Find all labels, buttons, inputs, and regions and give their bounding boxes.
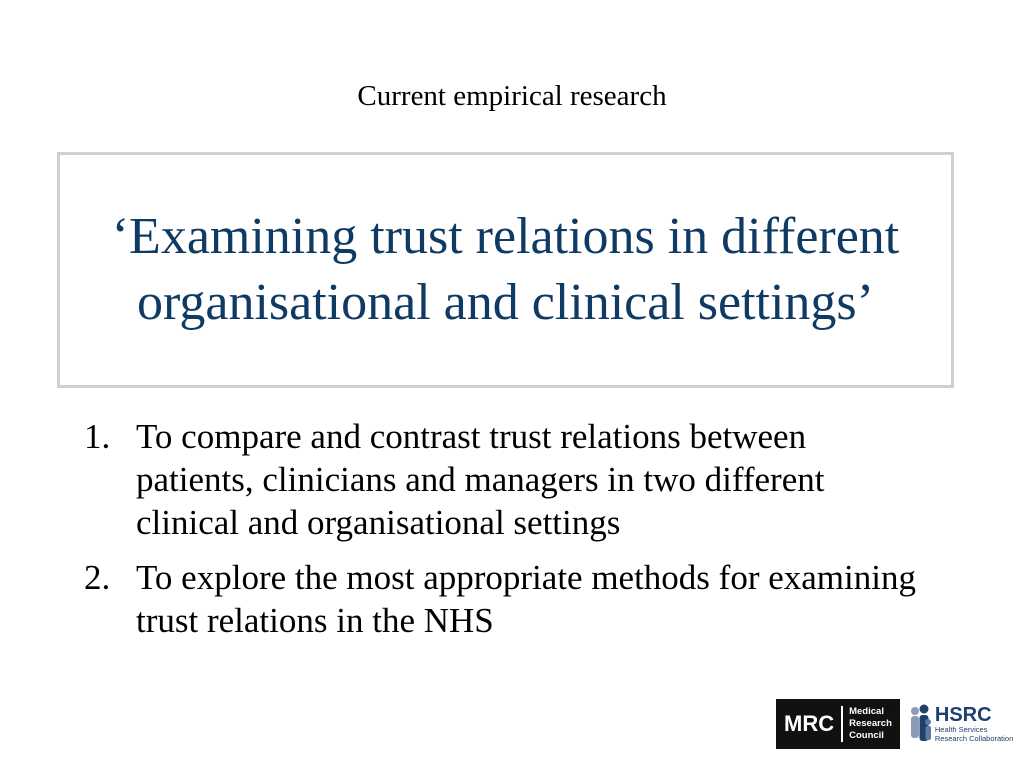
hsrc-logo-abbr: HSRC xyxy=(934,704,992,726)
list-item xyxy=(84,556,924,642)
footer-logos xyxy=(776,698,1013,750)
mrc-logo-fullname xyxy=(843,706,900,742)
slide-subtitle: Current empirical research xyxy=(357,80,667,112)
people-group-icon xyxy=(908,702,932,746)
hsrc-logo-fullname xyxy=(935,725,1013,743)
list-item-text: To explore the most appropriate methods for examining trust relations in the NHS xyxy=(136,558,916,640)
list-item-number: 1. xyxy=(84,417,111,456)
mrc-logo xyxy=(776,699,900,749)
mrc-logo-line: Research xyxy=(849,718,892,729)
slide-title: ‘Examining trust relations in different organisational and clinical settings’ xyxy=(111,208,900,331)
hsrc-logo-line: Research Collaboration xyxy=(934,734,1014,743)
hsrc-logo-line: Health Services xyxy=(934,725,988,734)
list-item-text: To compare and contrast trust relations between patients, clinicians and managers in two different clinical and organisational settings xyxy=(136,417,825,542)
title-box xyxy=(57,152,954,388)
list-item-number: 2. xyxy=(84,558,111,597)
list-item xyxy=(84,415,924,544)
hsrc-logo xyxy=(908,702,1013,746)
objectives-list xyxy=(84,415,924,654)
mrc-logo-line: Council xyxy=(849,730,884,741)
mrc-logo-line: Medical xyxy=(849,706,884,717)
mrc-logo-abbr: MRC xyxy=(784,711,835,736)
